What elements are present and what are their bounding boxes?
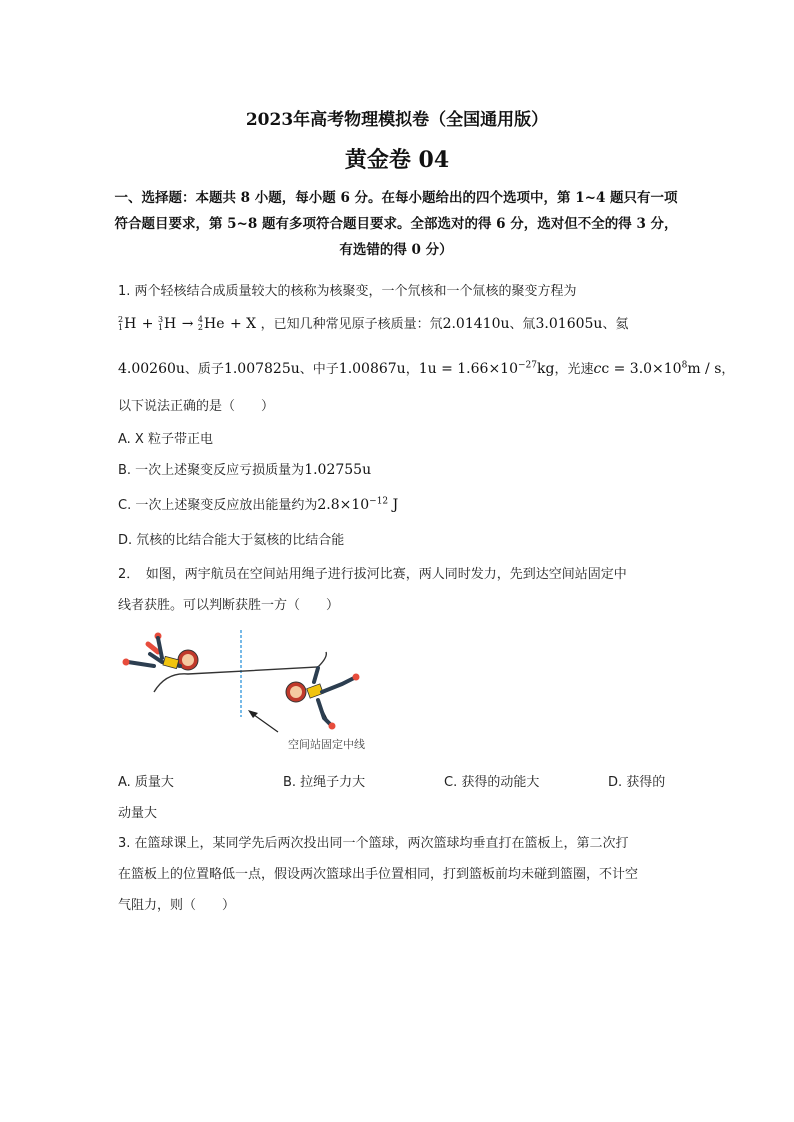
tritium-mass: 3.01605u bbox=[535, 316, 603, 332]
exam-title: 2023年高考物理模拟卷（全国通用版） bbox=[245, 110, 549, 130]
q3-line1: 3. 在篮球课上，某同学先后两次投出同一个篮球，两次篮球均垂直打在篮板上，第二次打 bbox=[118, 836, 629, 851]
atomic-mass-unit: $1u = 1.66\times 10^{-27}kg$ bbox=[418, 360, 555, 377]
q2-option-a[interactable]: A. 质量大 bbox=[118, 775, 174, 790]
q1-equation-tail: ，已知几种常见原子核质量：氘 bbox=[260, 317, 443, 332]
q1-sep2: 、氦 bbox=[602, 317, 629, 332]
proton-label: 、质子 bbox=[184, 362, 224, 377]
q2-stem-line1: 2． 如图，两宇航员在空间站用绳子进行拔河比赛，两人同时发力，先到达空间站固定中 bbox=[118, 567, 627, 582]
q1-option-d[interactable]: D. 氘核的比结合能大于氦核的比结合能 bbox=[118, 533, 345, 548]
figure-caption: 空间站固定中线 bbox=[288, 738, 365, 751]
astronaut-illustration bbox=[118, 622, 398, 757]
q3-line2: 在篮板上的位置略低一点，假设两次篮球出手位置相同，打到篮板前均未碰到篮圈，不计空 bbox=[118, 867, 639, 882]
proton-mass: 1.007825u bbox=[223, 361, 300, 377]
q2-option-b[interactable]: B. 拉绳子力大 bbox=[283, 775, 366, 790]
section-instructions: 一、选择题：本题共 8 小题，每小题 6 分。在每小题给出的四个选项中，第 1~4 题只有一项符合题目要求，第 5~8 题有多项符合题目要求。全部选对的得 6 分，选对但不全的得 3 分，有选错的得 0 分） bbox=[114, 190, 678, 258]
q1-option-b[interactable]: B. 一次上述聚变反应亏损质量为1.02755u bbox=[118, 462, 372, 478]
helium-mass: 4.00260u bbox=[118, 361, 185, 377]
q1-stem-line1: 1. 两个轻核结合成质量较大的核称为核聚变，一个氘核和一个氚核的聚变方程为 bbox=[118, 284, 577, 299]
q1-masses-line: 4.00260u、质子1.007825u、中子1.00867u，$1u = 1.66\times 10^{-27}kg$，光速cc = $3.0\times 10^8m / s$， bbox=[118, 360, 735, 377]
q2-stem-line2: 线者获胜。可以判断获胜一方（ ） bbox=[118, 598, 340, 613]
neutron-label: 、中子 bbox=[299, 362, 339, 377]
right-astronaut bbox=[286, 668, 360, 730]
deuterium-mass: 2.01410u bbox=[442, 316, 510, 332]
q1-equation-line bbox=[118, 313, 628, 332]
neutron-mass: 1.00867u bbox=[338, 361, 406, 377]
q1-stem-end: 以下说法正确的是（ ） bbox=[118, 399, 275, 414]
speed-label: ，光速 bbox=[554, 362, 594, 377]
q2-option-d[interactable]: D. 获得的 bbox=[608, 775, 666, 790]
speed-of-light: cc = $3.0\times 10^8m / s$ bbox=[593, 360, 722, 377]
q1-option-c[interactable]: C. 一次上述聚变反应放出能量约为$2.8\times 10^{-12}$ J bbox=[118, 496, 399, 513]
q3-line3: 气阻力，则（ ） bbox=[118, 898, 236, 913]
q2-option-c[interactable]: C. 获得的动能大 bbox=[444, 775, 540, 790]
q2-option-d-cont[interactable]: 动量大 bbox=[118, 806, 158, 821]
q1-option-a[interactable]: A. X 粒子带正电 bbox=[118, 432, 213, 447]
exam-subtitle: 黄金卷 04 bbox=[344, 147, 450, 173]
fusion-equation: 2 1 H + 3 1 H → 4 2 He + X bbox=[118, 315, 261, 332]
tug-of-war-figure bbox=[118, 622, 398, 757]
q1-sep1: 、氚 bbox=[509, 317, 536, 332]
left-astronaut bbox=[123, 633, 199, 671]
